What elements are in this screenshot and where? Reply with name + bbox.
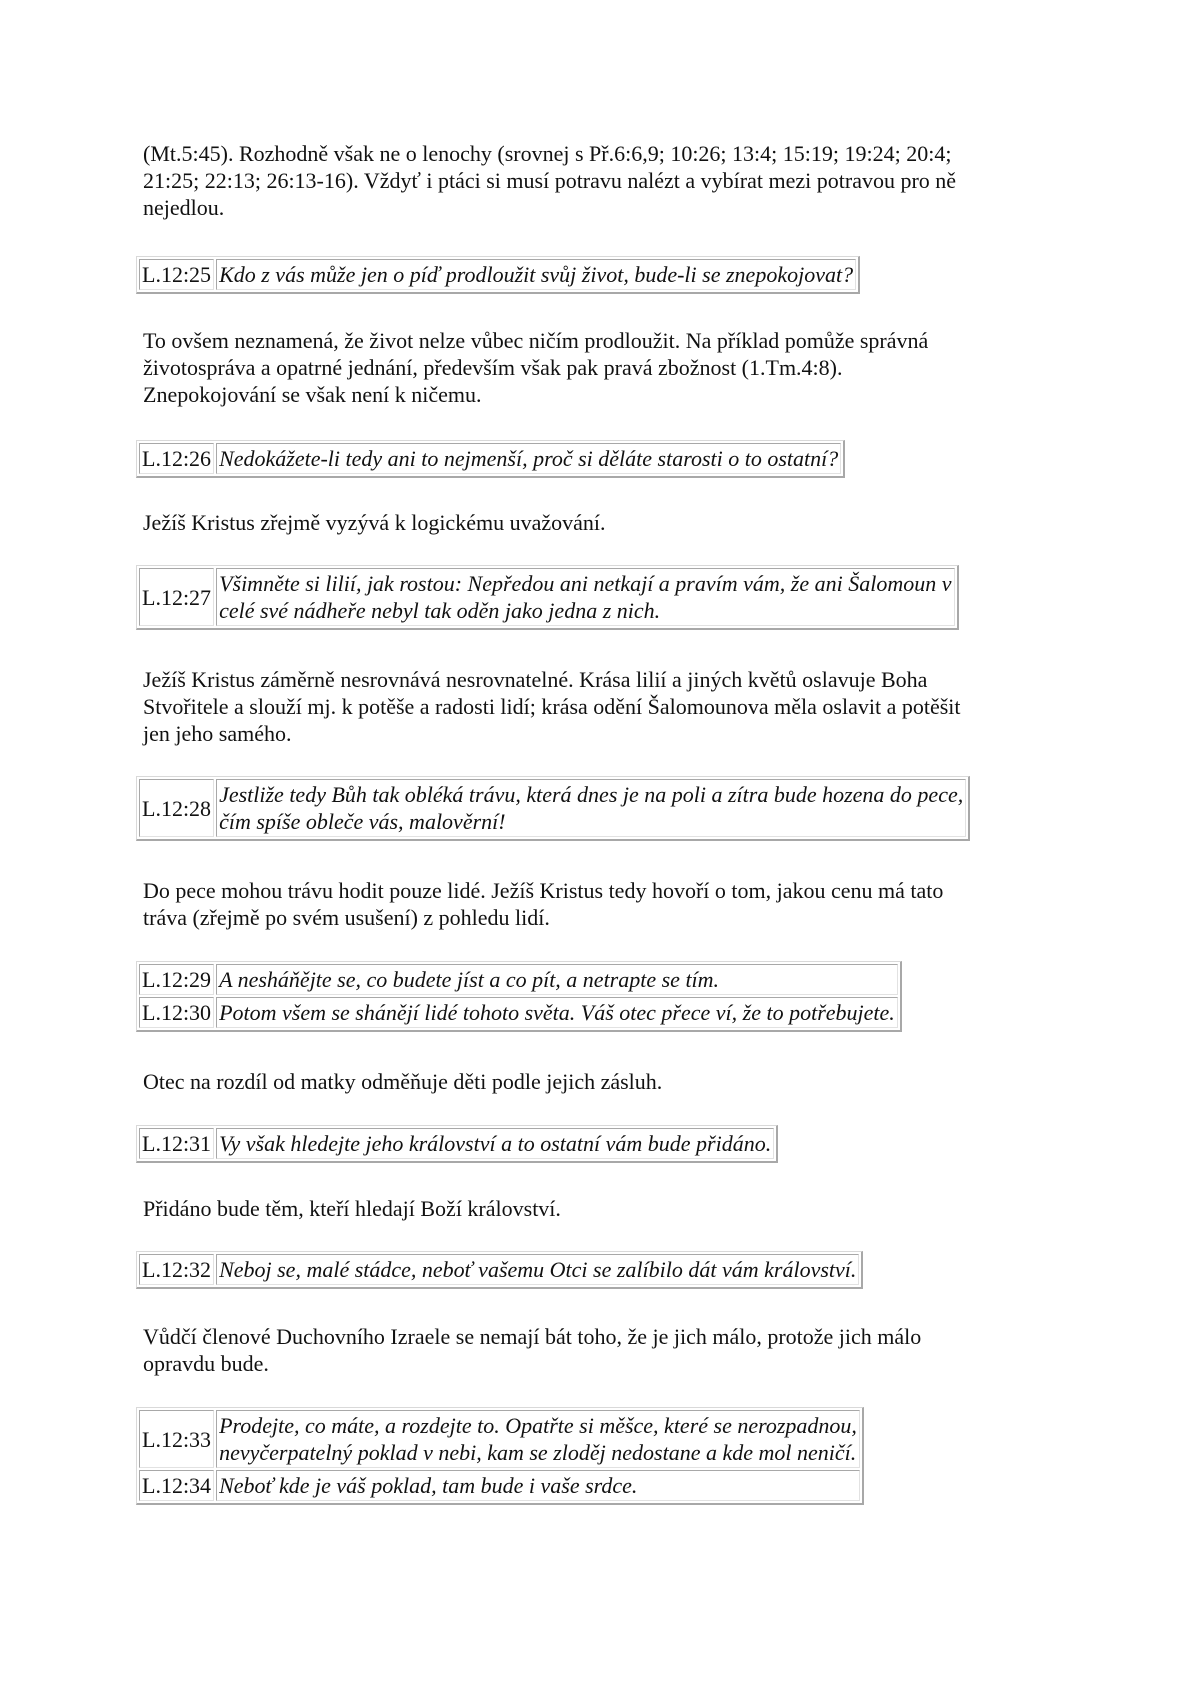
commentary-paragraph: Přidáno bude těm, kteří hledají Boží království. xyxy=(143,1196,561,1221)
verse-text: Jestliže tedy Bůh tak obléká trávu, která dnes je na poli a zítra bude hozena do pece, čím spíše obleče vás, malověrní! xyxy=(216,779,966,837)
verse-row xyxy=(139,964,898,995)
verse-row xyxy=(139,259,856,290)
verse-row xyxy=(139,1410,860,1468)
verse-text: Nedokážete-li tedy ani to nejmenší, proč si děláte starosti o to ostatní? xyxy=(216,443,841,474)
verse-text: A nesháňějte se, co budete jíst a co pít, a netrapte se tím. xyxy=(216,964,898,995)
verse-table xyxy=(136,1125,778,1163)
verse-row xyxy=(139,779,966,837)
commentary-paragraph: Do pece mohou trávu hodit pouze lidé. Ježíš Kristus tedy hovoří o tom, jakou cenu má tato tráva (zřejmě po svém usušení) z pohledu lidí. xyxy=(143,878,944,930)
commentary-paragraph: Ježíš Kristus záměrně nesrovnává nesrovnatelné. Krása lilií a jiných květů oslavuje Boha Stvořitele a slouží mj. k potěše a radosti lidí; krása odění Šalomounova měla oslavit a potěšit jen jeho samého. xyxy=(143,667,961,746)
commentary-paragraph: To ovšem neznamená, že život nelze vůbec ničím prodloužit. Na příklad pomůže správná životospráva a opatrné jednání, především však pak pravá zbožnost (1.Tm.4:8). Znepokojování se však není k ničemu. xyxy=(143,328,929,407)
verse-reference: L.12:29 xyxy=(139,964,214,995)
verse-text: Neboj se, malé stádce, neboť vašemu Otci se zalíbilo dát vám království. xyxy=(216,1254,859,1285)
verse-row xyxy=(139,997,898,1028)
verse-table xyxy=(136,565,959,630)
verse-table xyxy=(136,256,860,294)
verse-text: Všimněte si lilií, jak rostou: Nepředou ani netkají a pravím vám, že ani Šalomoun v celé své nádheře nebyl tak oděn jako jedna z nich. xyxy=(216,568,954,626)
verse-row xyxy=(139,443,841,474)
verse-table xyxy=(136,440,845,478)
commentary-paragraph: Ježíš Kristus zřejmě vyzývá k logickému uvažování. xyxy=(143,510,606,535)
verse-table xyxy=(136,961,902,1032)
verse-text: Vy však hledejte jeho království a to ostatní vám bude přidáno. xyxy=(216,1128,774,1159)
verse-text: Neboť kde je váš poklad, tam bude i vaše srdce. xyxy=(216,1470,860,1501)
verse-row xyxy=(139,1128,774,1159)
verse-reference: L.12:30 xyxy=(139,997,214,1028)
verse-reference: L.12:26 xyxy=(139,443,214,474)
verse-reference: L.12:32 xyxy=(139,1254,214,1285)
commentary-paragraph: Vůdčí členové Duchovního Izraele se nemají bát toho, že je jich málo, protože jich málo opravdu bude. xyxy=(143,1324,922,1376)
verse-reference: L.12:34 xyxy=(139,1470,214,1501)
verse-row xyxy=(139,568,955,626)
commentary-paragraph: Otec na rozdíl od matky odměňuje děti podle jejich zásluh. xyxy=(143,1069,663,1094)
verse-reference: L.12:25 xyxy=(139,259,214,290)
verse-row xyxy=(139,1254,859,1285)
verse-text: Potom všem se shánějí lidé tohoto světa. Váš otec přece ví, že to potřebujete. xyxy=(216,997,898,1028)
verse-text: Kdo z vás může jen o píď prodloužit svůj život, bude-li se znepokojovat? xyxy=(216,259,856,290)
verse-row xyxy=(139,1470,860,1501)
verse-reference: L.12:31 xyxy=(139,1128,214,1159)
verse-reference: L.12:28 xyxy=(139,779,214,837)
verse-text: Prodejte, co máte, a rozdejte to. Opatřte si měšce, které se nerozpadnou, nevyčerpatelný poklad v nebi, kam se zloděj nedostane a kde mol neničí. xyxy=(216,1410,860,1468)
commentary-paragraph: (Mt.5:45). Rozhodně však ne o lenochy (srovnej s Př.6:6,9; 10:26; 13:4; 15:19; 19:24; 20:4; 21:25; 22:13; 26:13-16). Vždyť i ptáci si musí potravu nalézt a vybírat mezi potravou pro ně nejedlou. xyxy=(143,141,957,220)
verse-reference: L.12:33 xyxy=(139,1410,214,1468)
verse-table xyxy=(136,1407,864,1505)
verse-table xyxy=(136,776,970,841)
verse-reference: L.12:27 xyxy=(139,568,214,626)
verse-table xyxy=(136,1251,863,1289)
